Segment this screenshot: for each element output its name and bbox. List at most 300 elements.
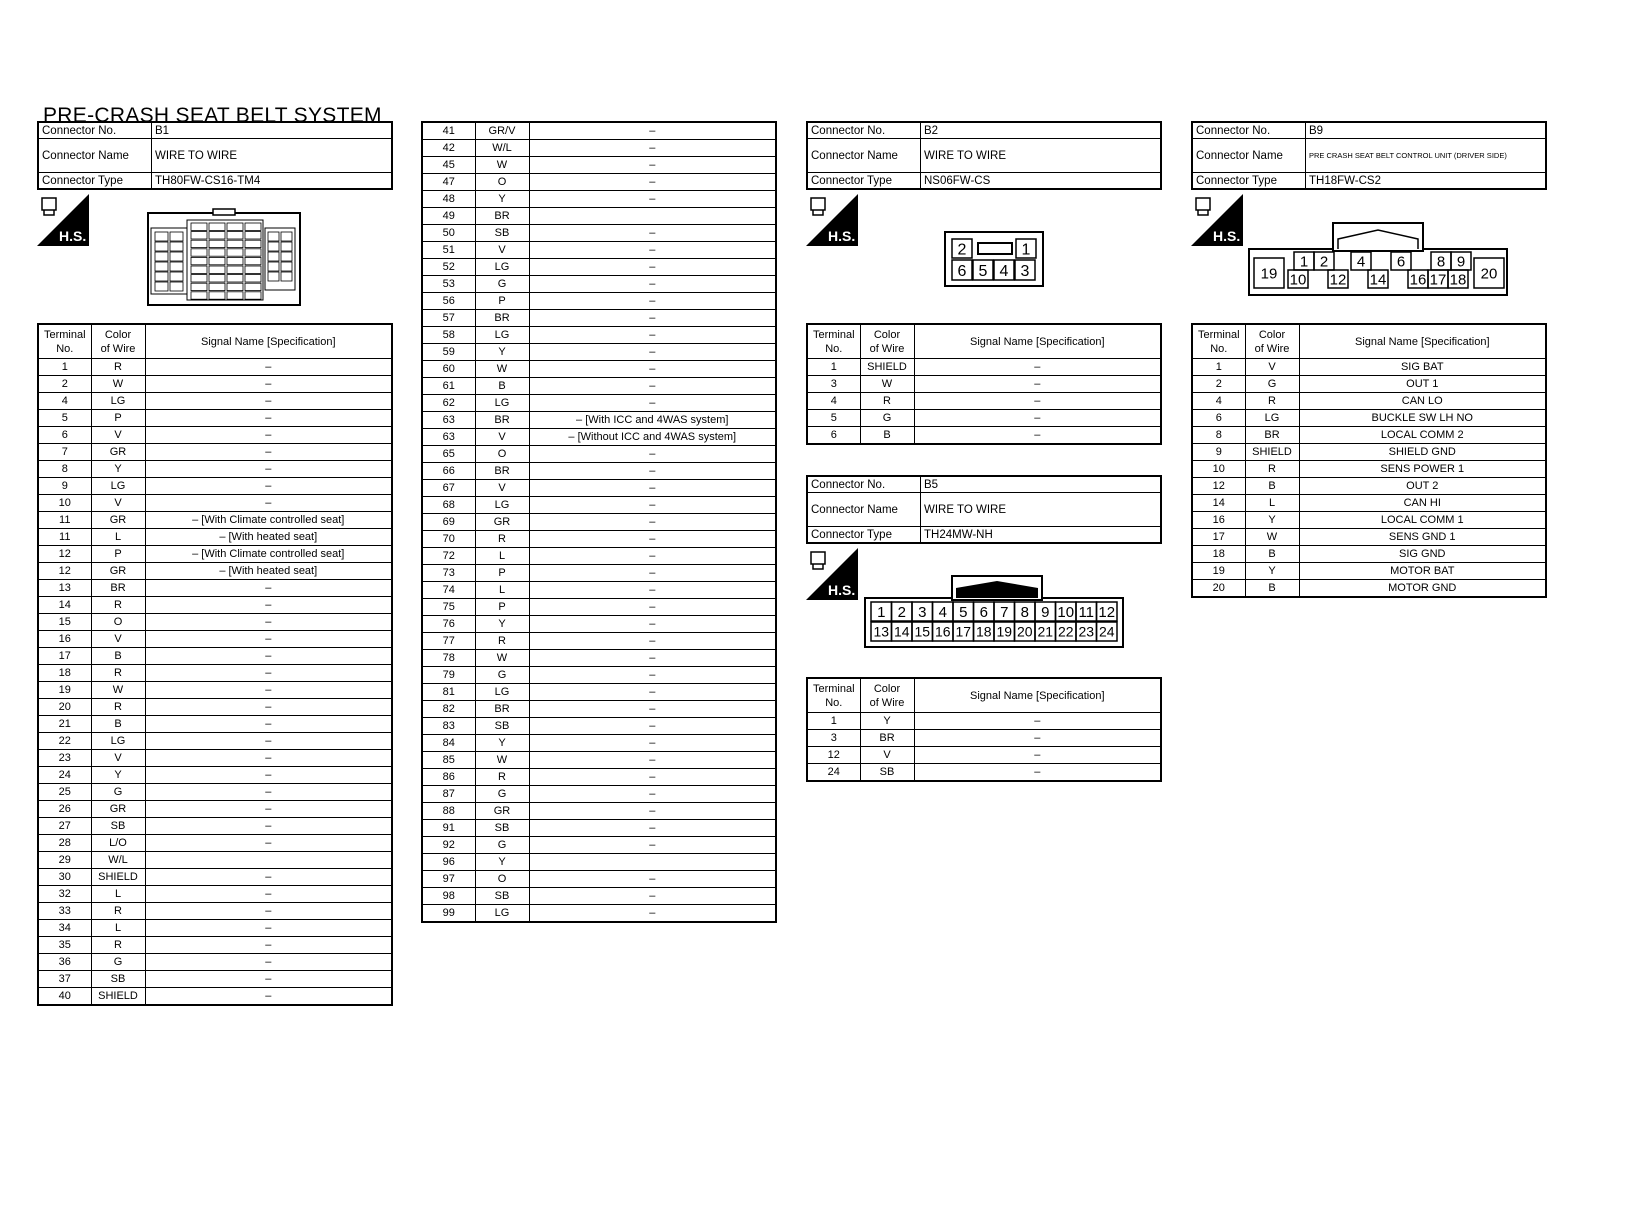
signal-cell: – (145, 376, 392, 393)
connector-type-value: TH18FW-CS2 (1306, 173, 1547, 190)
signal-cell: – (529, 157, 776, 174)
table-row (422, 242, 776, 259)
signal-cell: – (529, 786, 776, 803)
terminal-cell: 4 (807, 393, 860, 410)
table-row (422, 905, 776, 923)
color-cell: B (91, 716, 145, 733)
table-row (422, 122, 776, 140)
table-row (38, 512, 392, 529)
signal-cell: – (145, 801, 392, 818)
table-row (1192, 410, 1546, 427)
table-row (38, 495, 392, 512)
color-cell: W (475, 650, 529, 667)
b9-pin-label: 9 (1456, 253, 1466, 271)
table-row (422, 854, 776, 871)
signal-cell: CAN HI (1299, 495, 1546, 512)
b5-pin-label: 21 (1037, 623, 1054, 640)
color-cell: BR (860, 730, 914, 747)
table-row (1192, 529, 1546, 546)
color-cell: G (475, 837, 529, 854)
signal-cell: – [With heated seat] (145, 563, 392, 580)
table-row (38, 716, 392, 733)
b5-pin-label: 9 (1041, 603, 1050, 621)
signal-cell: – [With Climate controlled seat] (145, 512, 392, 529)
signal-cell: – (529, 684, 776, 701)
terminal-cell: 21 (38, 716, 91, 733)
signal-cell: – (145, 665, 392, 682)
table-row (422, 276, 776, 293)
signal-header: Signal Name [Specification] (914, 678, 1161, 713)
table-row (1192, 376, 1546, 393)
b9-info-table (1191, 121, 1547, 190)
color-cell: LG (1245, 410, 1299, 427)
color-cell: LG (475, 497, 529, 514)
b5-pin-label: 7 (1000, 603, 1009, 621)
terminal-cell: 18 (1192, 546, 1245, 563)
table-row (422, 259, 776, 276)
color-cell: BR (475, 463, 529, 480)
page-title: PRE-CRASH SEAT BELT SYSTEM (43, 104, 382, 127)
terminal-header: Terminal No. (1192, 324, 1245, 359)
terminal-cell: 88 (422, 803, 475, 820)
signal-cell: SIG GND (1299, 546, 1546, 563)
terminal-cell: 69 (422, 514, 475, 531)
terminal-cell: 17 (38, 648, 91, 665)
signal-cell: – [With ICC and 4WAS system] (529, 412, 776, 429)
signal-cell: – (145, 869, 392, 886)
terminal-cell: 9 (38, 478, 91, 495)
color-cell: L (91, 529, 145, 546)
terminal-cell: 19 (1192, 563, 1245, 580)
signal-cell: – (145, 767, 392, 784)
color-cell: G (860, 410, 914, 427)
connector-type-label: Connector Type (38, 173, 152, 190)
terminal-cell: 26 (38, 801, 91, 818)
color-cell: V (475, 480, 529, 497)
terminal-cell: 28 (38, 835, 91, 852)
b5-pin-table (806, 677, 1162, 782)
color-cell: SB (475, 225, 529, 242)
signal-cell: – (914, 410, 1161, 427)
color-cell: Y (475, 854, 529, 871)
color-cell: GR (91, 444, 145, 461)
color-cell: Y (1245, 512, 1299, 529)
signal-cell: LOCAL COMM 1 (1299, 512, 1546, 529)
signal-cell: – [Without ICC and 4WAS system] (529, 429, 776, 446)
terminal-cell: 62 (422, 395, 475, 412)
color-cell: L (91, 920, 145, 937)
signal-cell: – (145, 988, 392, 1006)
table-row (422, 735, 776, 752)
terminal-cell: 25 (38, 784, 91, 801)
table-row (807, 764, 1161, 782)
terminal-cell: 32 (38, 886, 91, 903)
table-row (38, 699, 392, 716)
signal-cell: – (145, 478, 392, 495)
color-cell: R (475, 769, 529, 786)
terminal-cell: 8 (38, 461, 91, 478)
terminal-cell: 84 (422, 735, 475, 752)
table-row (38, 852, 392, 869)
table-row (38, 971, 392, 988)
terminal-cell: 63 (422, 429, 475, 446)
connector-type-value: NS06FW-CS (921, 173, 1162, 190)
color-cell: BR (475, 412, 529, 429)
b2-info-table (806, 121, 1162, 190)
signal-header: Signal Name [Specification] (914, 324, 1161, 359)
b5-pin-label: 11 (1078, 603, 1095, 621)
table-row (422, 701, 776, 718)
color-cell: B (91, 648, 145, 665)
table-row (38, 597, 392, 614)
table-row (38, 801, 392, 818)
color-cell: V (91, 427, 145, 444)
color-cell: G (475, 786, 529, 803)
color-cell: R (91, 359, 145, 376)
table-row (38, 682, 392, 699)
connector-name-label: Connector Name (807, 493, 921, 527)
color-cell: W/L (91, 852, 145, 869)
signal-cell: – (914, 764, 1161, 782)
table-row (1192, 461, 1546, 478)
terminal-cell: 17 (1192, 529, 1245, 546)
connector-no-value: B9 (1306, 122, 1547, 139)
signal-cell: – (529, 225, 776, 242)
color-cell: SHIELD (1245, 444, 1299, 461)
table-row (422, 616, 776, 633)
signal-cell: – (529, 140, 776, 157)
color-cell: R (1245, 461, 1299, 478)
table-row (422, 429, 776, 446)
color-cell: BR (91, 580, 145, 597)
signal-cell: – (145, 818, 392, 835)
terminal-cell: 23 (38, 750, 91, 767)
signal-cell: – (529, 514, 776, 531)
color-cell: B (860, 427, 914, 445)
connector-name-value: PRE CRASH SEAT BELT CONTROL UNIT (DRIVER SIDE) (1306, 139, 1547, 173)
b5-info-table (806, 475, 1162, 544)
signal-cell: – (529, 820, 776, 837)
terminal-cell: 27 (38, 818, 91, 835)
terminal-cell: 77 (422, 633, 475, 650)
table-row (38, 444, 392, 461)
connector-name-label: Connector Name (38, 139, 152, 173)
signal-cell: – (914, 359, 1161, 376)
terminal-cell: 6 (1192, 410, 1245, 427)
connector-type-label: Connector Type (807, 527, 921, 544)
table-row (1192, 495, 1546, 512)
signal-cell: – (145, 614, 392, 631)
signal-cell: – (145, 784, 392, 801)
table-row (38, 784, 392, 801)
connector-name-label: Connector Name (1192, 139, 1306, 173)
terminal-cell: 85 (422, 752, 475, 769)
terminal-cell: 52 (422, 259, 475, 276)
signal-cell: SENS POWER 1 (1299, 461, 1546, 478)
color-cell: GR (91, 512, 145, 529)
connector-name-value: WIRE TO WIRE (152, 139, 393, 173)
signal-cell: SIG BAT (1299, 359, 1546, 376)
table-row (807, 730, 1161, 747)
table-row (422, 667, 776, 684)
b9-connector-diagram (1248, 222, 1510, 296)
table-row (1192, 563, 1546, 580)
signal-cell: – (529, 122, 776, 140)
b2-pin-label: 3 (1020, 262, 1030, 280)
table-row (807, 713, 1161, 730)
b9-pin-table (1191, 323, 1547, 598)
connector-no-label: Connector No. (38, 122, 152, 139)
connector-no-value: B5 (921, 476, 1162, 493)
b9-pin-label: 12 (1329, 271, 1347, 289)
terminal-cell: 1 (38, 359, 91, 376)
terminal-cell: 86 (422, 769, 475, 786)
b9-pin-label: 8 (1436, 253, 1446, 271)
table-row (422, 888, 776, 905)
terminal-cell: 4 (1192, 393, 1245, 410)
color-cell: SHIELD (91, 988, 145, 1006)
table-row (422, 327, 776, 344)
color-cell: R (91, 597, 145, 614)
terminal-cell: 1 (1192, 359, 1245, 376)
signal-cell: – (529, 582, 776, 599)
color-cell: R (475, 633, 529, 650)
color-cell: SB (475, 820, 529, 837)
table-row (807, 427, 1161, 445)
table-row (38, 546, 392, 563)
table-row (422, 463, 776, 480)
b5-pin-label: 22 (1057, 623, 1074, 640)
signal-cell (145, 852, 392, 869)
terminal-cell: 1 (807, 359, 860, 376)
terminal-cell: 99 (422, 905, 475, 923)
signal-cell: – (145, 427, 392, 444)
signal-cell: – (529, 361, 776, 378)
signal-cell: – (145, 597, 392, 614)
terminal-cell: 7 (38, 444, 91, 461)
table-row (1192, 478, 1546, 495)
color-cell: G (91, 954, 145, 971)
terminal-cell: 12 (1192, 478, 1245, 495)
signal-cell: – (145, 495, 392, 512)
signal-cell: – (529, 905, 776, 923)
table-row (422, 446, 776, 463)
table-row (422, 565, 776, 582)
b1-pin-table-1 (37, 323, 393, 1006)
terminal-cell: 87 (422, 786, 475, 803)
terminal-cell: 47 (422, 174, 475, 191)
color-header: Color of Wire (91, 324, 145, 359)
color-cell: O (475, 871, 529, 888)
terminal-cell: 12 (38, 546, 91, 563)
table-row (422, 140, 776, 157)
terminal-cell: 11 (38, 512, 91, 529)
b5-pin-label: 8 (1020, 603, 1029, 621)
signal-cell: – (914, 427, 1161, 445)
terminal-cell: 4 (38, 393, 91, 410)
table-row (38, 359, 392, 376)
terminal-header: Terminal No. (807, 324, 860, 359)
table-row (422, 548, 776, 565)
table-row (38, 580, 392, 597)
signal-cell: – (914, 730, 1161, 747)
color-cell: G (91, 784, 145, 801)
table-row (38, 563, 392, 580)
color-cell: G (1245, 376, 1299, 393)
signal-cell: – (529, 803, 776, 820)
terminal-cell: 81 (422, 684, 475, 701)
color-cell: W (475, 361, 529, 378)
terminal-cell: 13 (38, 580, 91, 597)
table-row (422, 293, 776, 310)
table-row (38, 376, 392, 393)
signal-cell: – (529, 565, 776, 582)
color-cell: Y (860, 713, 914, 730)
table-row (38, 835, 392, 852)
table-row (38, 954, 392, 971)
signal-cell: – (145, 580, 392, 597)
signal-cell: – (529, 633, 776, 650)
color-cell: GR (91, 801, 145, 818)
table-row (422, 497, 776, 514)
terminal-cell: 6 (807, 427, 860, 445)
table-row (38, 427, 392, 444)
table-row (38, 631, 392, 648)
color-cell: BR (475, 310, 529, 327)
signal-cell: – (145, 920, 392, 937)
terminal-cell: 58 (422, 327, 475, 344)
b9-pin-label: 18 (1449, 271, 1467, 289)
terminal-cell: 96 (422, 854, 475, 871)
color-cell: V (91, 495, 145, 512)
signal-cell: MOTOR GND (1299, 580, 1546, 598)
b5-pin-label: 2 (897, 603, 906, 621)
color-cell: Y (475, 191, 529, 208)
connector-no-value: B1 (152, 122, 393, 139)
connector-no-label: Connector No. (1192, 122, 1306, 139)
color-cell: B (475, 378, 529, 395)
color-cell: BR (1245, 427, 1299, 444)
terminal-cell: 59 (422, 344, 475, 361)
terminal-cell: 16 (1192, 512, 1245, 529)
signal-cell: – (145, 393, 392, 410)
signal-cell: – (529, 650, 776, 667)
table-row (807, 376, 1161, 393)
signal-cell: – (529, 599, 776, 616)
table-row (422, 310, 776, 327)
table-row (38, 461, 392, 478)
color-cell: O (91, 614, 145, 631)
signal-cell: – (529, 497, 776, 514)
signal-cell: – (529, 242, 776, 259)
signal-cell: – (529, 667, 776, 684)
b5-connector-diagram (864, 575, 1126, 648)
table-row (38, 886, 392, 903)
terminal-cell: 60 (422, 361, 475, 378)
terminal-cell: 73 (422, 565, 475, 582)
terminal-cell: 40 (38, 988, 91, 1006)
table-row (422, 684, 776, 701)
connector-name-value: WIRE TO WIRE (921, 493, 1162, 527)
table-row (38, 478, 392, 495)
terminal-header: Terminal No. (807, 678, 860, 713)
terminal-cell: 29 (38, 852, 91, 869)
connector-no-label: Connector No. (807, 476, 921, 493)
b5-pin-label: 19 (996, 623, 1013, 640)
signal-cell: – (145, 954, 392, 971)
color-cell: LG (475, 684, 529, 701)
signal-cell: – (529, 480, 776, 497)
connector-type-value: TH80FW-CS16-TM4 (152, 173, 393, 190)
table-row (422, 191, 776, 208)
signal-cell: – (529, 174, 776, 191)
signal-cell: – (914, 393, 1161, 410)
table-row (422, 412, 776, 429)
b9-pin-label: 1 (1299, 253, 1309, 271)
signal-cell: – (145, 461, 392, 478)
connector-no-value: B2 (921, 122, 1162, 139)
table-row (38, 648, 392, 665)
signal-cell: – (529, 616, 776, 633)
signal-cell: – (914, 713, 1161, 730)
table-row (422, 769, 776, 786)
terminal-cell: 75 (422, 599, 475, 616)
signal-cell: – (529, 327, 776, 344)
signal-cell: – (145, 699, 392, 716)
b9-pin-label: 4 (1356, 253, 1366, 271)
table-row (1192, 546, 1546, 563)
color-cell: R (475, 531, 529, 548)
signal-cell: – (529, 531, 776, 548)
table-row (422, 395, 776, 412)
harness-side-icon (806, 548, 858, 600)
terminal-cell: 41 (422, 122, 475, 140)
terminal-cell: 74 (422, 582, 475, 599)
signal-cell: CAN LO (1299, 393, 1546, 410)
table-row (38, 750, 392, 767)
signal-cell: – (145, 359, 392, 376)
color-cell: LG (475, 905, 529, 923)
color-cell: O (475, 174, 529, 191)
signal-cell: – (529, 548, 776, 565)
terminal-cell: 66 (422, 463, 475, 480)
b5-pin-label: 10 (1057, 603, 1075, 621)
table-row (38, 818, 392, 835)
signal-cell: – (145, 903, 392, 920)
terminal-cell: 82 (422, 701, 475, 718)
signal-cell: OUT 2 (1299, 478, 1546, 495)
color-cell: B (1245, 580, 1299, 598)
terminal-cell: 19 (38, 682, 91, 699)
terminal-cell: 24 (38, 767, 91, 784)
color-cell: L (1245, 495, 1299, 512)
signal-cell: – (914, 376, 1161, 393)
table-row (422, 803, 776, 820)
terminal-cell: 5 (807, 410, 860, 427)
terminal-cell: 45 (422, 157, 475, 174)
b5-pin-label: 12 (1098, 603, 1116, 621)
color-header: Color of Wire (860, 678, 914, 713)
color-cell: LG (475, 395, 529, 412)
color-cell: LG (475, 259, 529, 276)
terminal-cell: 30 (38, 869, 91, 886)
signal-cell: SHIELD GND (1299, 444, 1546, 461)
color-cell: R (91, 699, 145, 716)
b9-pin-label: 16 (1409, 271, 1427, 289)
connector-no-label: Connector No. (807, 122, 921, 139)
table-row (38, 529, 392, 546)
table-row (422, 531, 776, 548)
